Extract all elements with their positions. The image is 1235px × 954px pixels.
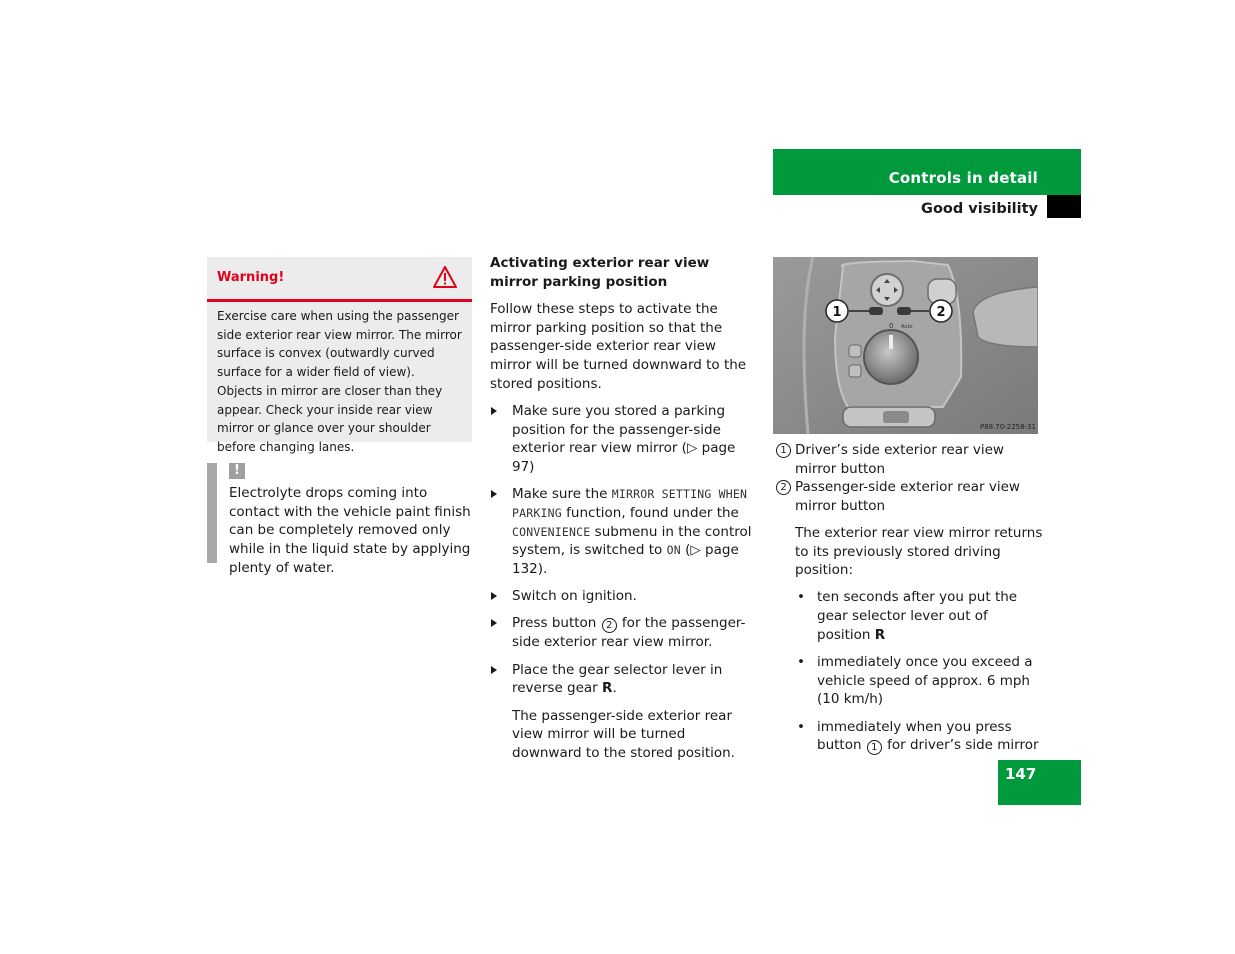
step-item [490,402,758,477]
intro-paragraph: Follow these steps to activate the mirror parking position so that the passenger-side exterior rear view mirror will be turned downward to the stored positions. [490,300,747,392]
step-arrow-icon [491,619,497,627]
warning-header [207,257,472,302]
step-item [490,661,758,698]
step-item [490,614,758,652]
step-item [490,587,758,606]
return-paragraph: The exterior rear view mirror returns to its previously stored driving position: [795,524,1043,579]
gear-letter: R [602,680,613,697]
switch-panel-illustration [773,257,1038,434]
note-box [207,463,477,576]
gear-letter: R [874,626,886,643]
callout-number: 2 [602,618,617,633]
warning-title: Warning! [217,270,285,285]
callout-number: 1 [867,740,882,755]
mirror-switch-figure [773,257,1038,434]
step-arrow-icon [491,490,497,498]
step-text: function, found under the [561,504,739,521]
bullet-text: immediately once you exceed a vehicle speed of approx. 6 mph (10 km/h) [817,654,1033,708]
step-text: (▷ page 132). [512,542,739,578]
legend-text: Passenger-side exterior rear view mirror button [795,479,1020,515]
step-arrow-icon [491,666,497,674]
section-title: Controls in detail [888,169,1038,187]
step-text: submenu in the control system, is switched to [512,523,752,559]
step-arrow-icon [491,592,497,600]
result-paragraph: The passenger-side exterior rear view mirror will be turned downward to the stored position. [512,707,735,761]
switch-label-zero: 0 [889,322,894,330]
warning-triangle-icon [432,265,458,289]
bullet-dot: • [797,718,805,735]
step-text: Make sure the [512,486,612,503]
page-number: 147 [1005,765,1037,783]
bullet-item [773,718,1043,756]
bullet-item [773,588,1043,644]
step-text: Switch on ignition. [512,588,637,605]
callout-1: 1 [832,305,842,320]
callout-number: 2 [776,480,791,495]
bullet-item [773,653,1043,709]
step-text: for the passenger-side exterior rear view mirror. [512,615,746,651]
step-text: . [612,680,617,697]
step-text: Place the gear selector lever in reverse gear [512,661,723,697]
step-item [490,485,758,579]
display-message: MIRROR SETTING WHEN PARKING [512,487,748,520]
step-text: Make sure you stored a parking position for the passenger-side exterior rear view mirror (▷ page 97) [512,402,736,476]
bullet-text: immediately when you press button [817,718,1012,754]
bullet-text: ten seconds after you put the gear selector lever out of position [817,589,1018,643]
section-header [773,149,1081,195]
bullet-dot: • [797,589,805,606]
step-arrow-icon [491,407,497,415]
subsection-title: Good visibility [921,201,1038,217]
callout-number: 1 [776,443,791,458]
callout-2: 2 [936,305,946,320]
legend-item [773,441,1043,478]
warning-body: Exercise care when using the passenger side exterior rear view mirror. The mirror surface is convex (outwardly curved surface for a wider field of view). Objects in mirror are closer than they appear. Check your inside rear view mirror or glance over your shoulder before changing lanes. [217,309,462,454]
display-message: ON [666,543,681,558]
note-text: Electrolyte drops coming into contact with the vehicle paint finish can be completely removed only while in the liquid state by applying plenty of water. [229,485,471,576]
switch-label-auto: Auto [901,324,913,330]
note-exclamation-icon: ! [229,463,245,479]
note-bar [207,463,217,563]
display-message: CONVENIENCE [512,524,591,539]
page-number-box [998,760,1081,805]
section-heading: Activating exterior rear view mirror parking position [490,255,710,290]
bullet-text: for driver’s side mirror [882,737,1039,754]
figure-code: P88.70-2258-31 [979,423,1036,431]
bullet-dot: • [797,654,805,671]
legend-item [773,478,1043,515]
legend-text: Driver’s side exterior rear view mirror button [795,442,1004,477]
instructions-column [490,254,758,771]
warning-box [207,257,472,454]
header-marker [1047,195,1081,218]
legend-column [773,441,1043,764]
step-text: Press button [512,615,601,632]
